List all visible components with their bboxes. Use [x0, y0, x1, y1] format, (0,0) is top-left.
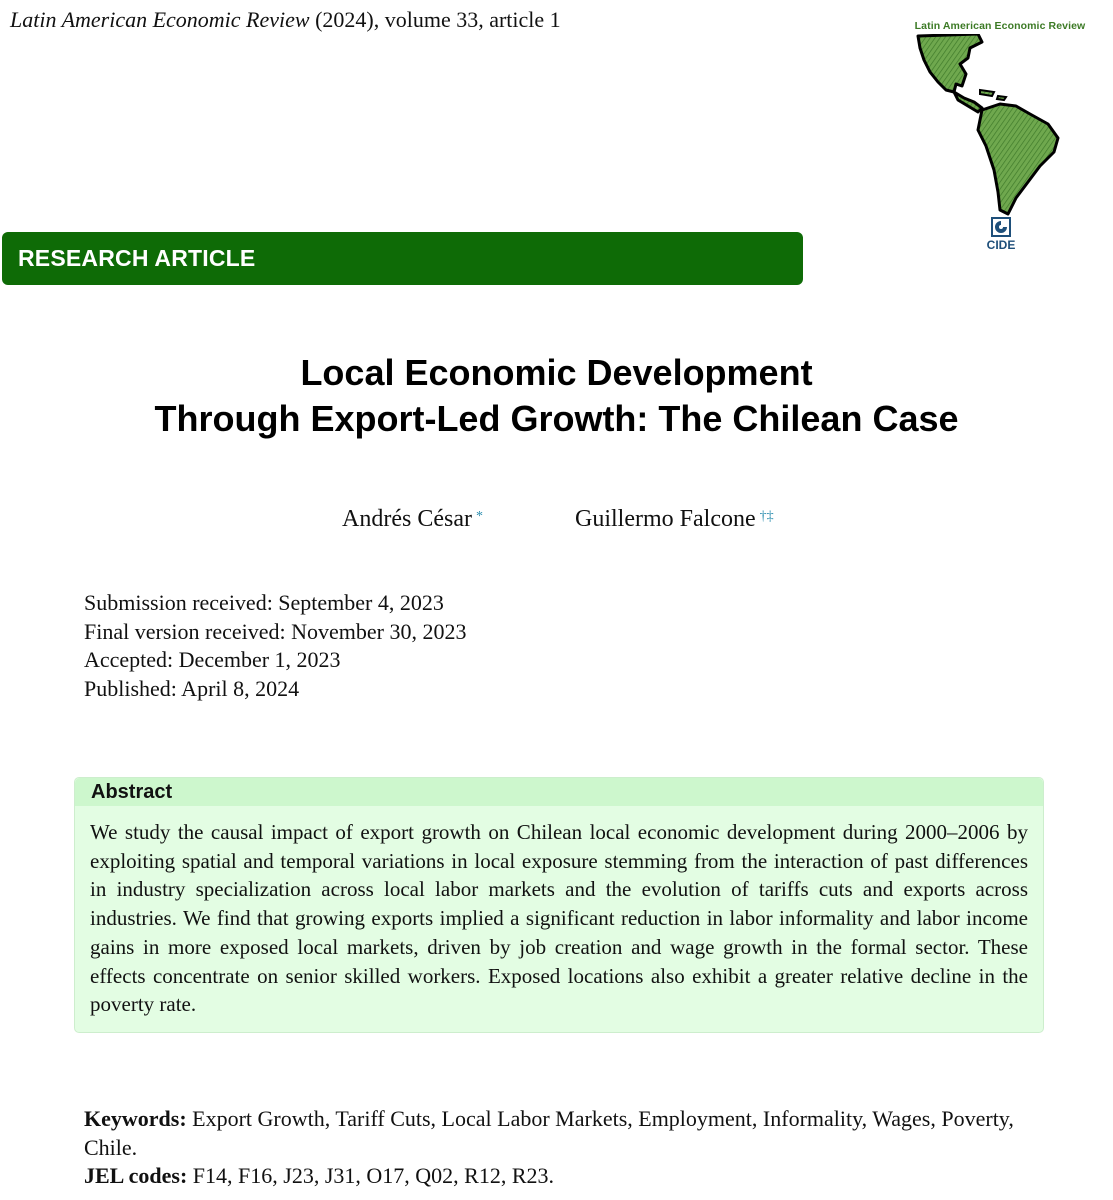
americas-map-icon — [908, 34, 1092, 219]
article-type-label: RESEARCH ARTICLE — [18, 245, 256, 271]
logo-title: Latin American Economic Review — [914, 20, 1086, 32]
keywords-line — [84, 1105, 1044, 1162]
abstract-header — [75, 778, 1043, 806]
paper-title — [0, 350, 1113, 442]
author-name: Guillermo Falcone — [575, 506, 756, 532]
journal-name: Latin American Economic Review — [10, 7, 310, 32]
jel-text: F14, F16, J23, J31, O17, Q02, R12, R23. — [187, 1163, 555, 1188]
final-version-date: Final version received: November 30, 2023 — [84, 618, 467, 644]
title-line-2: Through Export-Led Growth: The Chilean Case — [154, 398, 959, 439]
author-footnote-link[interactable]: * — [475, 509, 483, 524]
journal-volume-info: (2024), volume 33, article 1 — [309, 7, 561, 32]
accepted-date: Accepted: December 1, 2023 — [84, 647, 341, 673]
publisher-name: CIDE — [986, 238, 1016, 252]
abstract-box — [74, 777, 1044, 1033]
article-type-banner — [2, 232, 803, 285]
jel-label: JEL codes: — [84, 1163, 188, 1188]
journal-logo — [908, 12, 1092, 262]
published-date: Published: April 8, 2024 — [84, 676, 300, 702]
author-name: Andrés César — [342, 506, 472, 532]
publication-dates — [84, 589, 466, 704]
author-1 — [342, 504, 483, 534]
keywords-section — [84, 1105, 1044, 1191]
title-line-1: Local Economic Development — [300, 352, 813, 393]
author-2 — [575, 504, 774, 534]
journal-citation — [10, 6, 561, 34]
abstract-heading: Abstract — [91, 781, 173, 803]
cide-emblem-icon — [991, 217, 1011, 237]
abstract-text: We study the causal impact of export growth on Chilean local economic development during 2000–2006 by exploiting spatial and temporal variations in local exposure stemming from the interaction of past differences in industry specialization across local labor markets and the evolution of tariffs cuts and exports across industries. We find that growing exports implied a significant reduction in labor informality and labor income gains in more exposed local markets, driven by job creation and wage growth in the formal sector. These effects concentrate on senior skilled workers. Exposed locations also exhibit a greater relative decline in the poverty rate. — [90, 820, 1028, 1017]
keywords-label: Keywords: — [84, 1106, 187, 1131]
author-footnote-link[interactable]: †‡ — [759, 509, 774, 524]
submission-date: Submission received: September 4, 2023 — [84, 590, 444, 615]
jel-codes-line — [84, 1162, 1044, 1191]
keywords-text: Export Growth, Tariff Cuts, Local Labor Markets, Employment, Informality, Wages, Poverty, Chile. — [84, 1106, 1014, 1160]
